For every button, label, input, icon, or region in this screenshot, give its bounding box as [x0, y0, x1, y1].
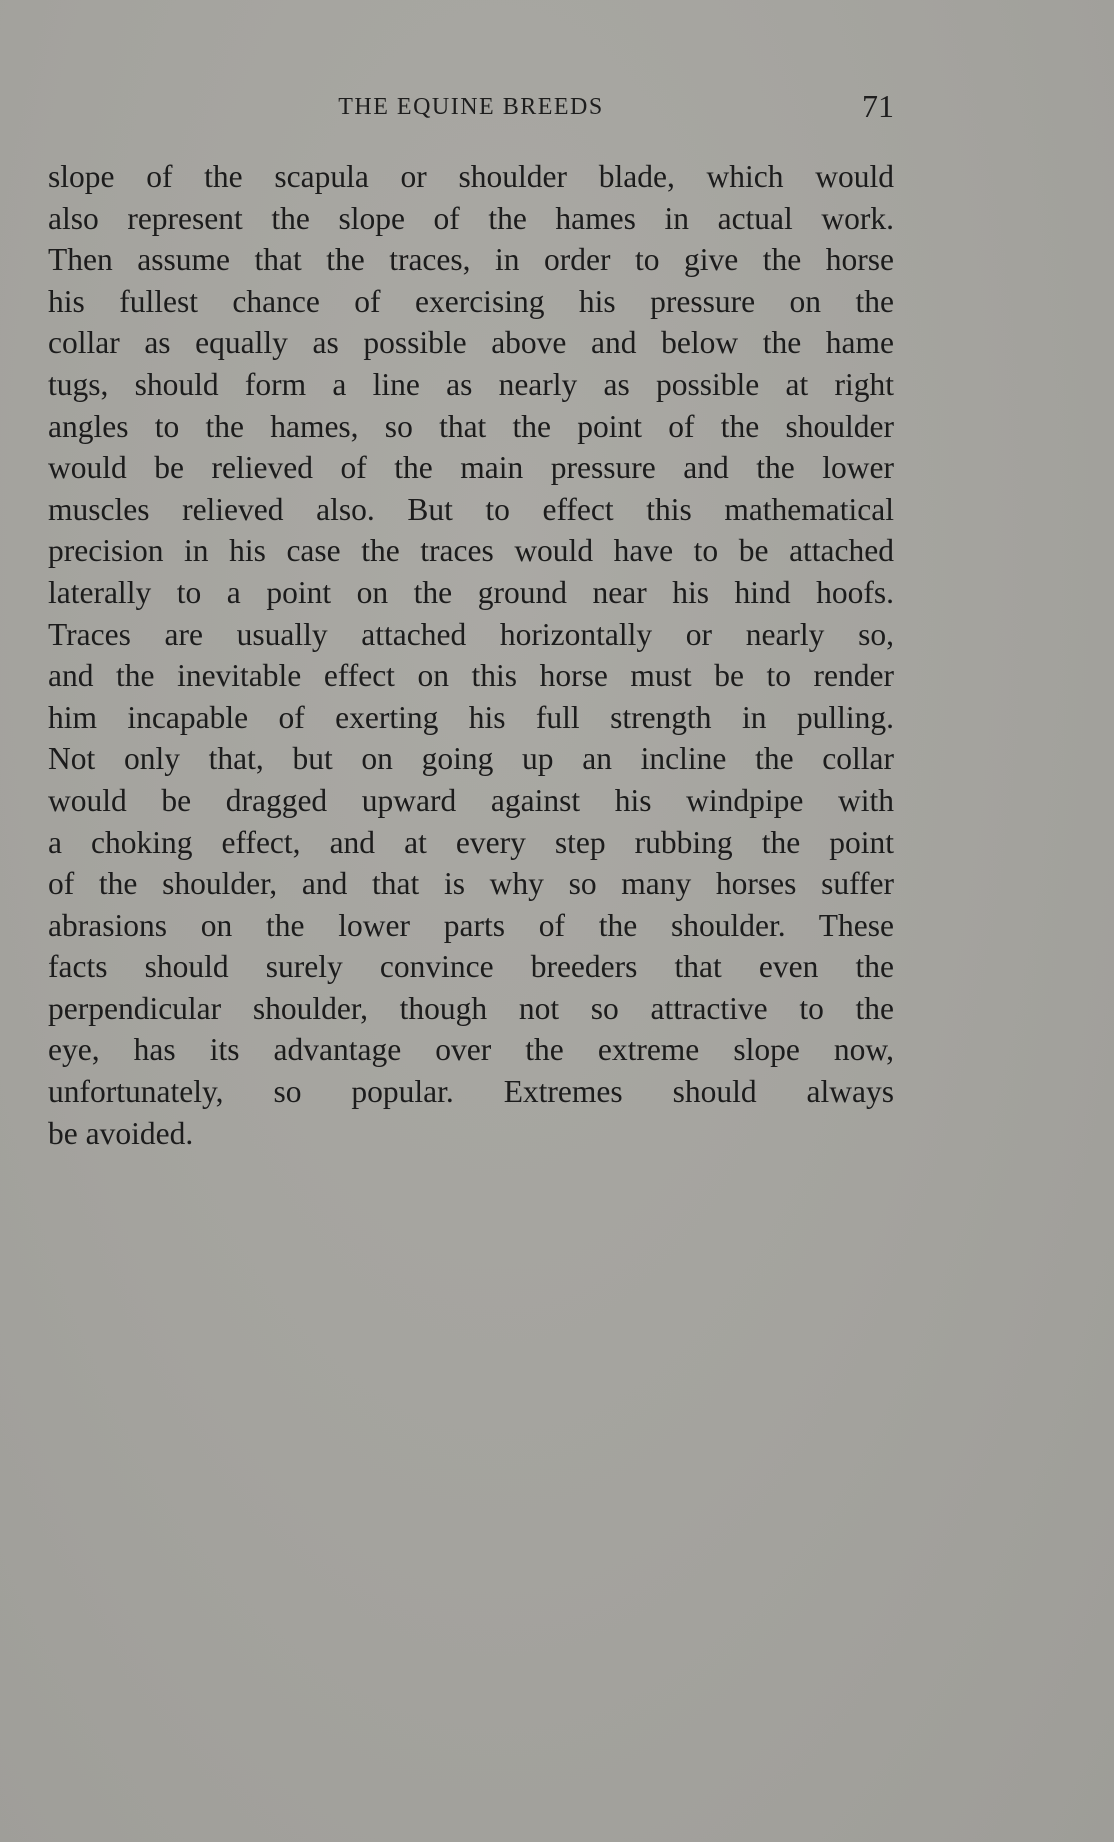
text-line: perpendicular shoulder, though not so attractive to the	[48, 990, 894, 1026]
text-line: slope of the scapula or shoulder blade, which would	[48, 159, 894, 194]
running-head: THE EQUINE BREEDS	[338, 94, 604, 120]
text-line: him incapable of exerting his full strength in pulling.	[48, 699, 894, 735]
page-header	[48, 88, 894, 128]
text-line: of the shoulder, and that is why so many horses suffer	[48, 866, 894, 902]
text-line: would be dragged upward against his windpipe with	[48, 782, 894, 818]
text-line: laterally to a point on the ground near his hind hoofs.	[48, 574, 894, 610]
text-line: Not only that, but on going up an incline the collar	[48, 741, 894, 777]
text-line: would be relieved of the main pressure and the lower	[48, 450, 894, 486]
text-line: muscles relieved also. But to effect this mathematical	[48, 491, 894, 527]
text-line: collar as equally as possible above and below the hame	[48, 325, 894, 361]
text-line: unfortunately, so popular. Extremes should always	[48, 1074, 894, 1110]
body-paragraph	[48, 156, 894, 1154]
page-number: 71	[862, 88, 894, 124]
text-line: and the inevitable effect on this horse must be to render	[48, 658, 894, 694]
text-line: Then assume that the traces, in order to give the horse	[48, 242, 894, 278]
text-line: also represent the slope of the hames in actual work.	[48, 200, 894, 236]
text-line: angles to the hames, so that the point of the shoulder	[48, 408, 894, 444]
text-line: abrasions on the lower parts of the shoulder. These	[48, 907, 894, 943]
text-line: a choking effect, and at every step rubbing the point	[48, 824, 894, 860]
text-line: precision in his case the traces would have to be attached	[48, 533, 894, 569]
text-line: tugs, should form a line as nearly as possible at right	[48, 366, 894, 402]
text-line: be avoided.	[48, 1115, 194, 1151]
text-line: his fullest chance of exercising his pressure on the	[48, 283, 894, 319]
text-line: eye, has its advantage over the extreme slope now,	[48, 1032, 894, 1068]
text-line: Traces are usually attached horizontally or nearly so,	[48, 616, 894, 652]
text-line: facts should surely convince breeders that even the	[48, 949, 894, 985]
